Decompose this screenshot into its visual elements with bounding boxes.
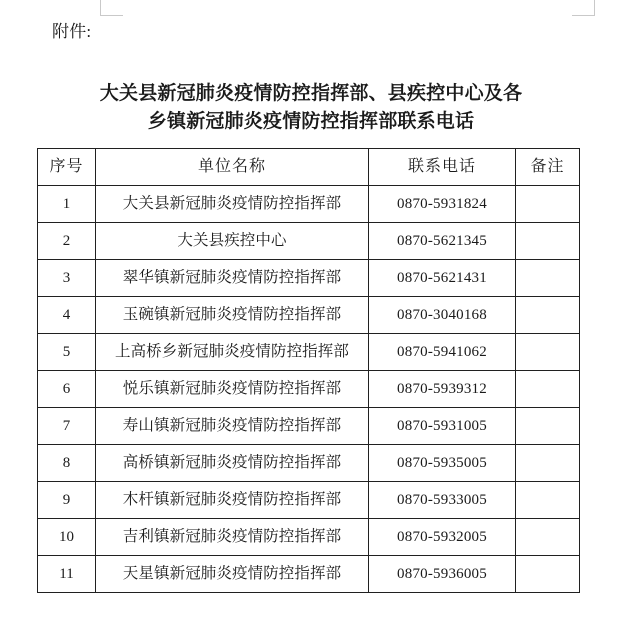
cell-unit: 翠华镇新冠肺炎疫情防控指挥部 — [96, 260, 369, 297]
table-row — [38, 334, 580, 371]
cell-unit: 高桥镇新冠肺炎疫情防控指挥部 — [96, 445, 369, 482]
cell-phone: 0870-5931824 — [369, 186, 516, 223]
table-row — [38, 519, 580, 556]
contact-phone-table — [37, 148, 580, 593]
cell-unit: 天星镇新冠肺炎疫情防控指挥部 — [96, 556, 369, 593]
table-row — [38, 371, 580, 408]
cell-unit: 上高桥乡新冠肺炎疫情防控指挥部 — [96, 334, 369, 371]
cell-seq: 3 — [38, 260, 96, 297]
cell-unit: 寿山镇新冠肺炎疫情防控指挥部 — [96, 408, 369, 445]
table-row — [38, 186, 580, 223]
cell-phone: 0870-5939312 — [369, 371, 516, 408]
document-title — [70, 80, 552, 136]
cell-unit: 悦乐镇新冠肺炎疫情防控指挥部 — [96, 371, 369, 408]
table-body — [38, 186, 580, 593]
table-row — [38, 223, 580, 260]
cell-seq: 8 — [38, 445, 96, 482]
cell-phone: 0870-5933005 — [369, 482, 516, 519]
cell-remark — [516, 186, 580, 223]
table-row — [38, 445, 580, 482]
cell-seq: 2 — [38, 223, 96, 260]
column-header-seq: 序号 — [38, 149, 96, 186]
document-title-line-1: 大关县新冠肺炎疫情防控指挥部、县疾控中心及各 — [99, 83, 523, 104]
cell-remark — [516, 556, 580, 593]
cell-remark — [516, 408, 580, 445]
cell-phone: 0870-5932005 — [369, 519, 516, 556]
cell-remark — [516, 260, 580, 297]
cell-seq: 7 — [38, 408, 96, 445]
cell-unit: 吉利镇新冠肺炎疫情防控指挥部 — [96, 519, 369, 556]
table-header-row — [38, 149, 580, 186]
cell-remark — [516, 482, 580, 519]
cell-seq: 11 — [38, 556, 96, 593]
cell-unit: 大关县新冠肺炎疫情防控指挥部 — [96, 186, 369, 223]
cell-remark — [516, 223, 580, 260]
cell-phone: 0870-5941062 — [369, 334, 516, 371]
cell-seq: 10 — [38, 519, 96, 556]
cell-remark — [516, 371, 580, 408]
cell-phone: 0870-5621345 — [369, 223, 516, 260]
cell-phone: 0870-5936005 — [369, 556, 516, 593]
table-row — [38, 482, 580, 519]
cell-phone: 0870-5621431 — [369, 260, 516, 297]
cell-remark — [516, 334, 580, 371]
cell-seq: 9 — [38, 482, 96, 519]
column-header-remark: 备注 — [516, 149, 580, 186]
cell-seq: 5 — [38, 334, 96, 371]
table-row — [38, 408, 580, 445]
column-header-phone: 联系电话 — [369, 149, 516, 186]
cell-phone: 0870-5931005 — [369, 408, 516, 445]
cell-seq: 1 — [38, 186, 96, 223]
column-header-unit: 单位名称 — [96, 149, 369, 186]
cell-unit: 玉碗镇新冠肺炎疫情防控指挥部 — [96, 297, 369, 334]
cell-unit: 大关县疾控中心 — [96, 223, 369, 260]
table-row — [38, 260, 580, 297]
cell-seq: 6 — [38, 371, 96, 408]
table-row — [38, 556, 580, 593]
cell-remark — [516, 445, 580, 482]
cell-phone: 0870-5935005 — [369, 445, 516, 482]
cell-unit: 木杆镇新冠肺炎疫情防控指挥部 — [96, 482, 369, 519]
page-margin-mark-top-left — [100, 0, 123, 16]
cell-remark — [516, 297, 580, 334]
page-margin-mark-top-right — [572, 0, 595, 16]
document-title-line-2: 乡镇新冠肺炎疫情防控指挥部联系电话 — [147, 111, 475, 132]
cell-seq: 4 — [38, 297, 96, 334]
cell-phone: 0870-3040168 — [369, 297, 516, 334]
table-row — [38, 297, 580, 334]
cell-remark — [516, 519, 580, 556]
attachment-label: 附件: — [52, 22, 92, 41]
